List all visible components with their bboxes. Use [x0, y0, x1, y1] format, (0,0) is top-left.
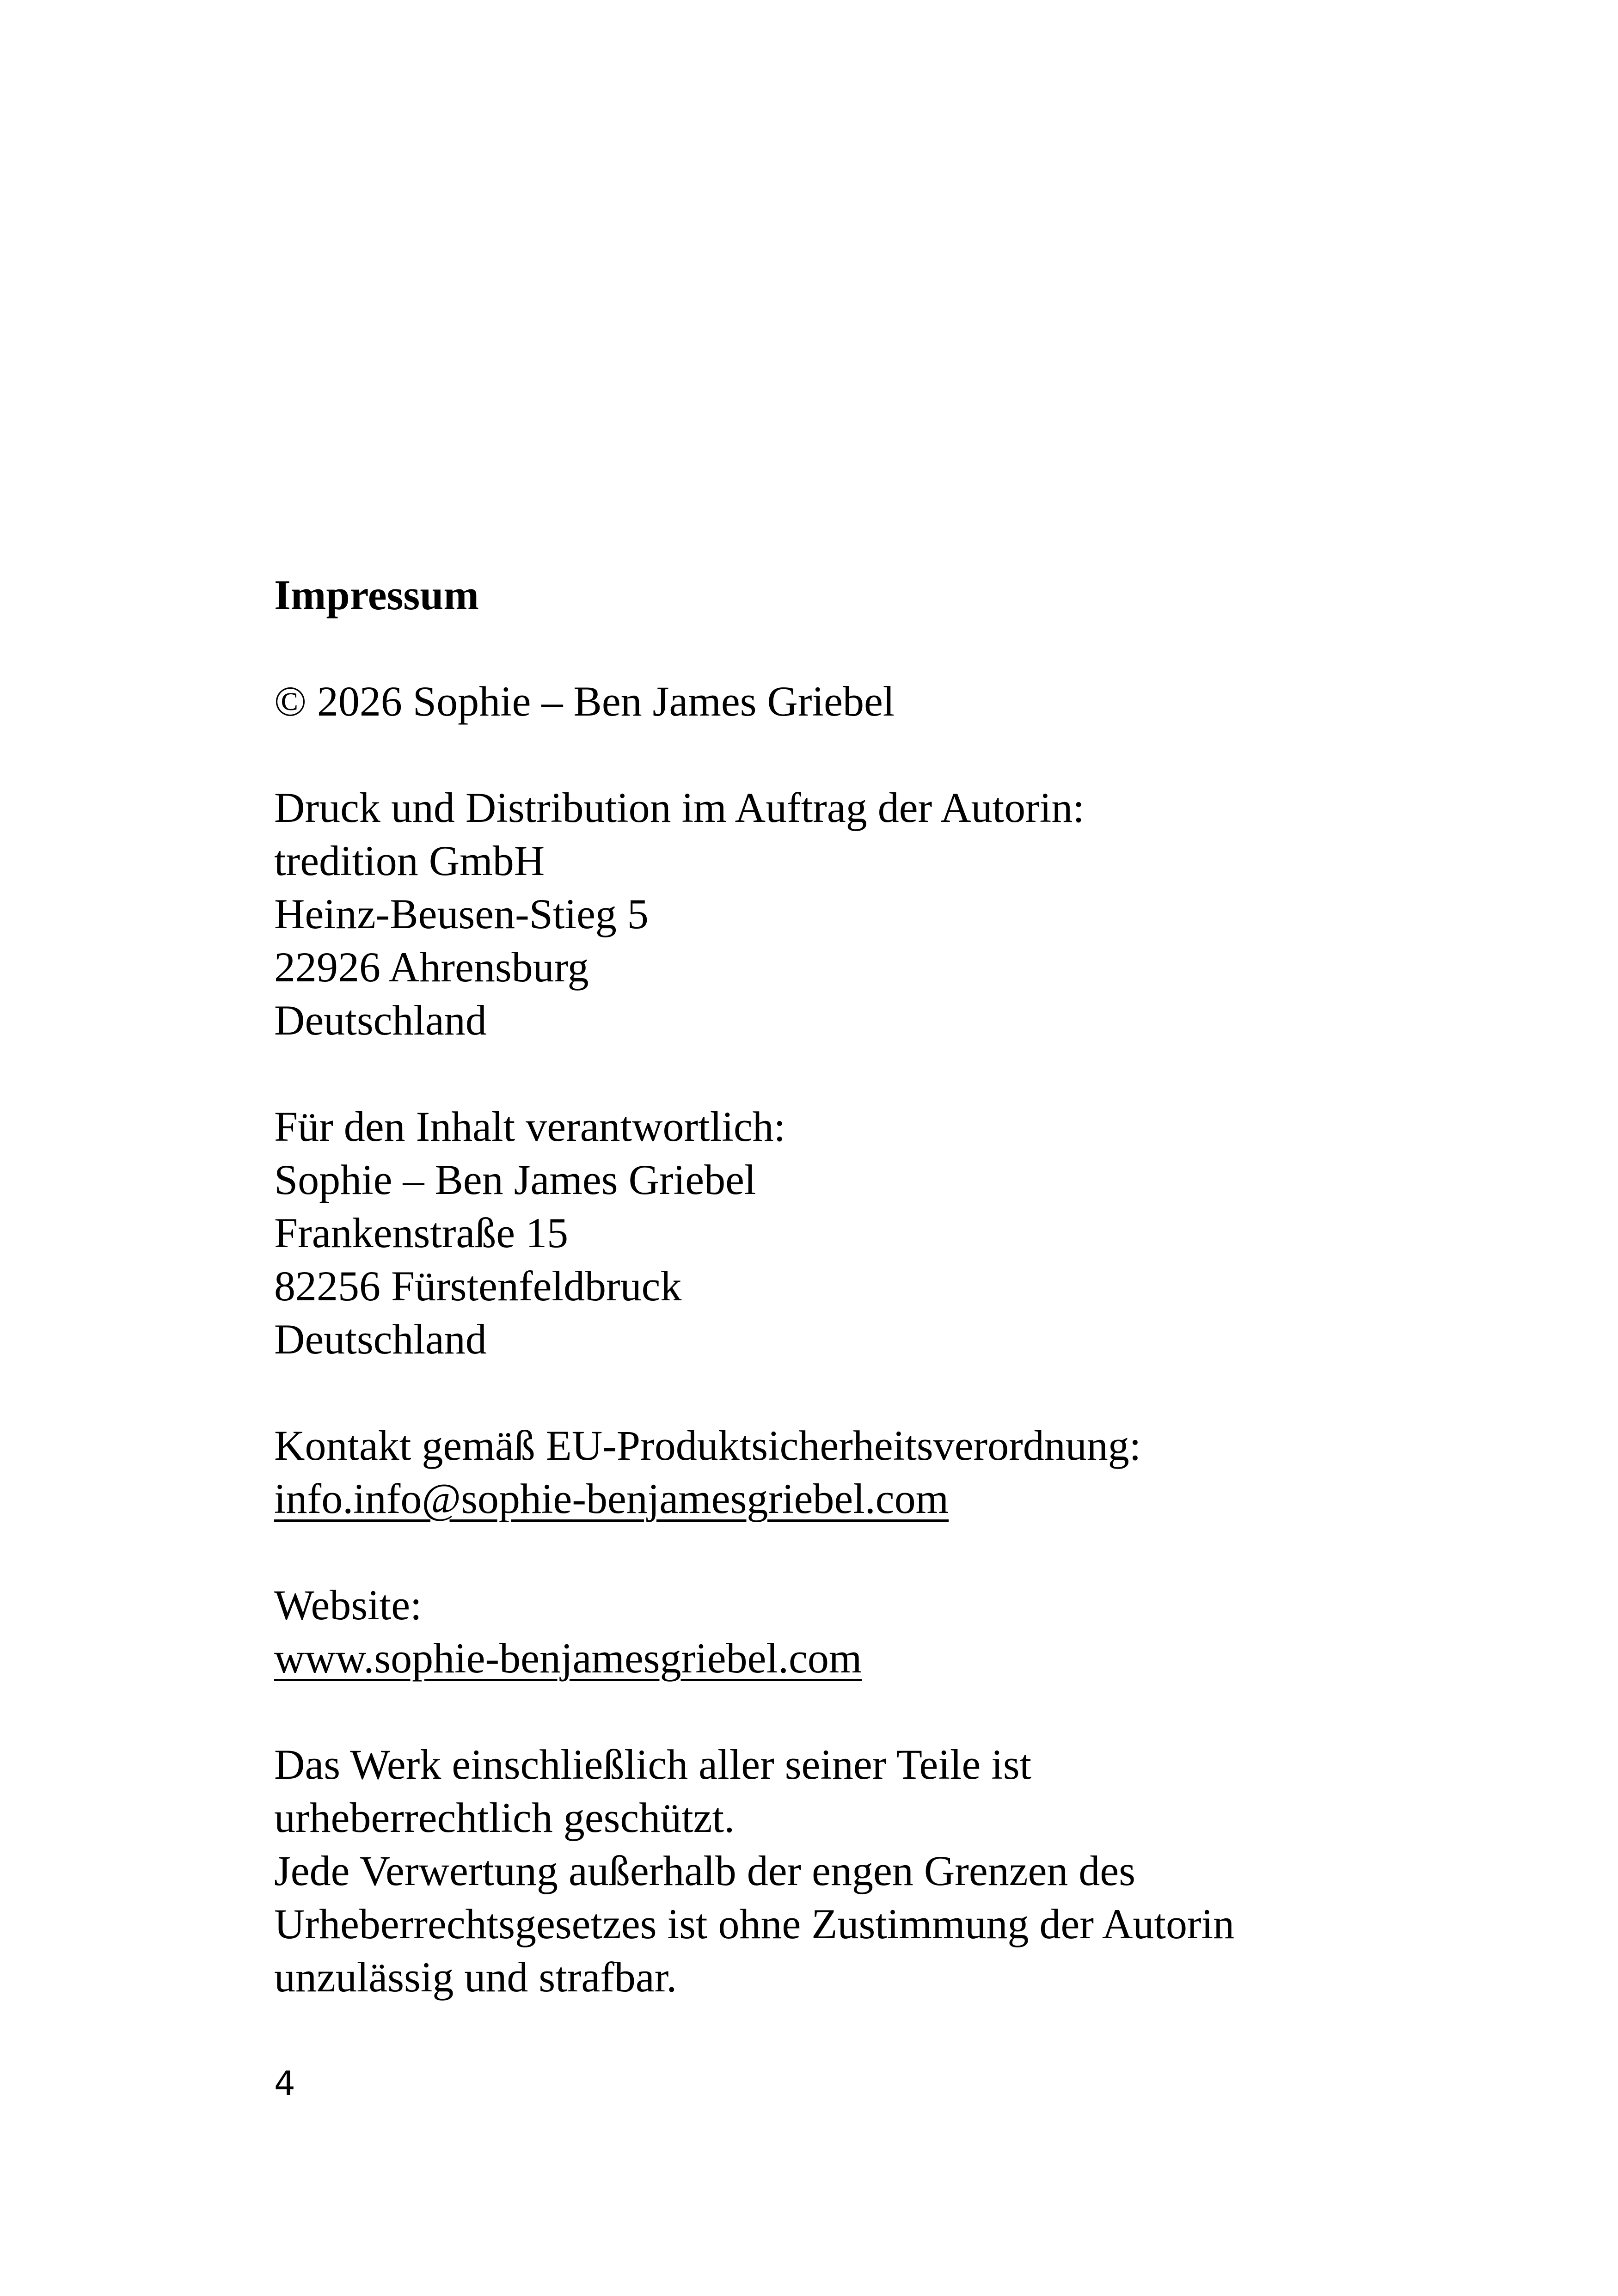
imprint-title: Impressum — [274, 571, 479, 618]
spacer — [274, 728, 1384, 781]
distribution-city: 22926 Ahrensburg — [274, 943, 589, 991]
contact-heading: Kontakt gemäß EU-Produktsicherheitsverordnung: — [274, 1422, 1141, 1469]
responsible-country: Deutschland — [274, 1316, 487, 1363]
spacer — [274, 1685, 1384, 1738]
website-heading: Website: — [274, 1581, 422, 1629]
distribution-section — [274, 781, 1384, 1047]
website-section — [274, 1579, 1384, 1685]
contact-email-link[interactable]: info.info@sophie-benjamesgriebel.com — [274, 1475, 949, 1522]
distribution-country: Deutschland — [274, 997, 487, 1044]
contact-section — [274, 1419, 1384, 1525]
copyright-line: © 2026 Sophie – Ben James Griebel — [274, 678, 895, 725]
imprint-block — [274, 569, 1384, 2004]
distribution-company: tredition GmbH — [274, 837, 545, 884]
responsible-heading: Für den Inhalt verantwortlich: — [274, 1103, 786, 1150]
contact-email-line — [274, 1472, 1384, 1525]
responsible-street: Frankenstraße 15 — [274, 1209, 569, 1256]
responsible-city: 82256 Fürstenfeldbruck — [274, 1262, 682, 1310]
notice-line: Das Werk einschließlich aller seiner Teile ist — [274, 1741, 1032, 1788]
notice-line: unzulässig und strafbar. — [274, 1953, 677, 2001]
notice-line: Urheberrechtsgesetzes ist ohne Zustimmung der Autorin — [274, 1900, 1235, 1947]
notice-line: urheberrechtlich geschützt. — [274, 1794, 735, 1841]
website-url-line — [274, 1632, 1384, 1685]
responsible-name: Sophie – Ben James Griebel — [274, 1156, 756, 1203]
spacer — [274, 622, 1384, 675]
distribution-street: Heinz-Beusen-Stieg 5 — [274, 890, 649, 937]
responsible-section — [274, 1100, 1384, 1366]
spacer — [274, 1047, 1384, 1100]
website-link[interactable]: www.sophie-benjamesgriebel.com — [274, 1635, 862, 1682]
spacer — [274, 1525, 1384, 1579]
page-number: 4 — [274, 2064, 295, 2103]
notice-line: Jede Verwertung außerhalb der engen Grenzen des — [274, 1847, 1136, 1894]
distribution-heading: Druck und Distribution im Auftrag der Autorin: — [274, 784, 1085, 831]
copyright-notice — [274, 1738, 1384, 2004]
spacer — [274, 1366, 1384, 1419]
